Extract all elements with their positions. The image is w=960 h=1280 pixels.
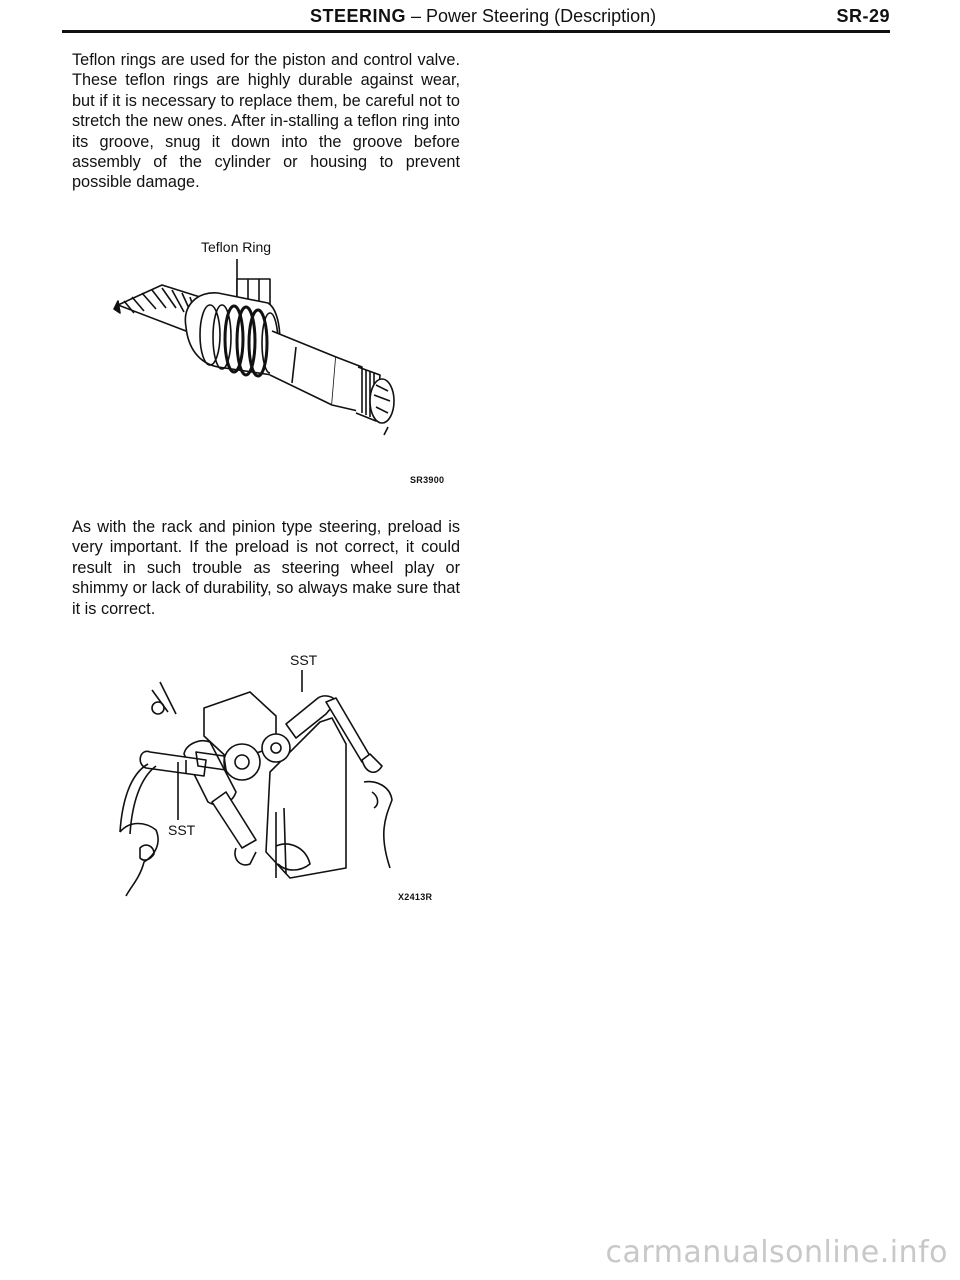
header-rule [62, 30, 890, 33]
watermark-text: carmanualsonline.info [605, 1235, 948, 1270]
sst-label-top: SST [290, 652, 318, 668]
figure-preload-sst [100, 652, 460, 900]
paragraph-preload: As with the rack and pinion type steering, preload is very important. If the preload is not correct, it could result in such trouble as steering wheel play or shimmy or lack of durability, so always make sure that it is correct. [72, 518, 460, 618]
figure-teflon-ring [100, 235, 460, 485]
sst-label-bottom: SST [168, 822, 196, 838]
figure-code-sr3900: SR3900 [410, 475, 445, 485]
teflon-ring-illustration [100, 235, 460, 465]
paragraph-teflon-rings: Teflon rings are used for the piston and control valve. These teflon rings are highly durable against wear, but if it is necessary to replace them, be careful not to stretch the new ones. After in-stalling a teflon ring into its groove, snug it down into the groove before assembly of the cylinder or housing to prevent possible damage. [72, 51, 460, 192]
figure-code-x2413r: X2413R [398, 892, 433, 902]
header-subsection: – Power Steering (Description) [406, 6, 657, 26]
page-number: SR-29 [836, 6, 890, 26]
header-section: STEERING [310, 6, 407, 26]
teflon-ring-label: Teflon Ring [201, 239, 272, 255]
header-title [310, 6, 656, 27]
preload-sst-illustration [100, 652, 460, 900]
